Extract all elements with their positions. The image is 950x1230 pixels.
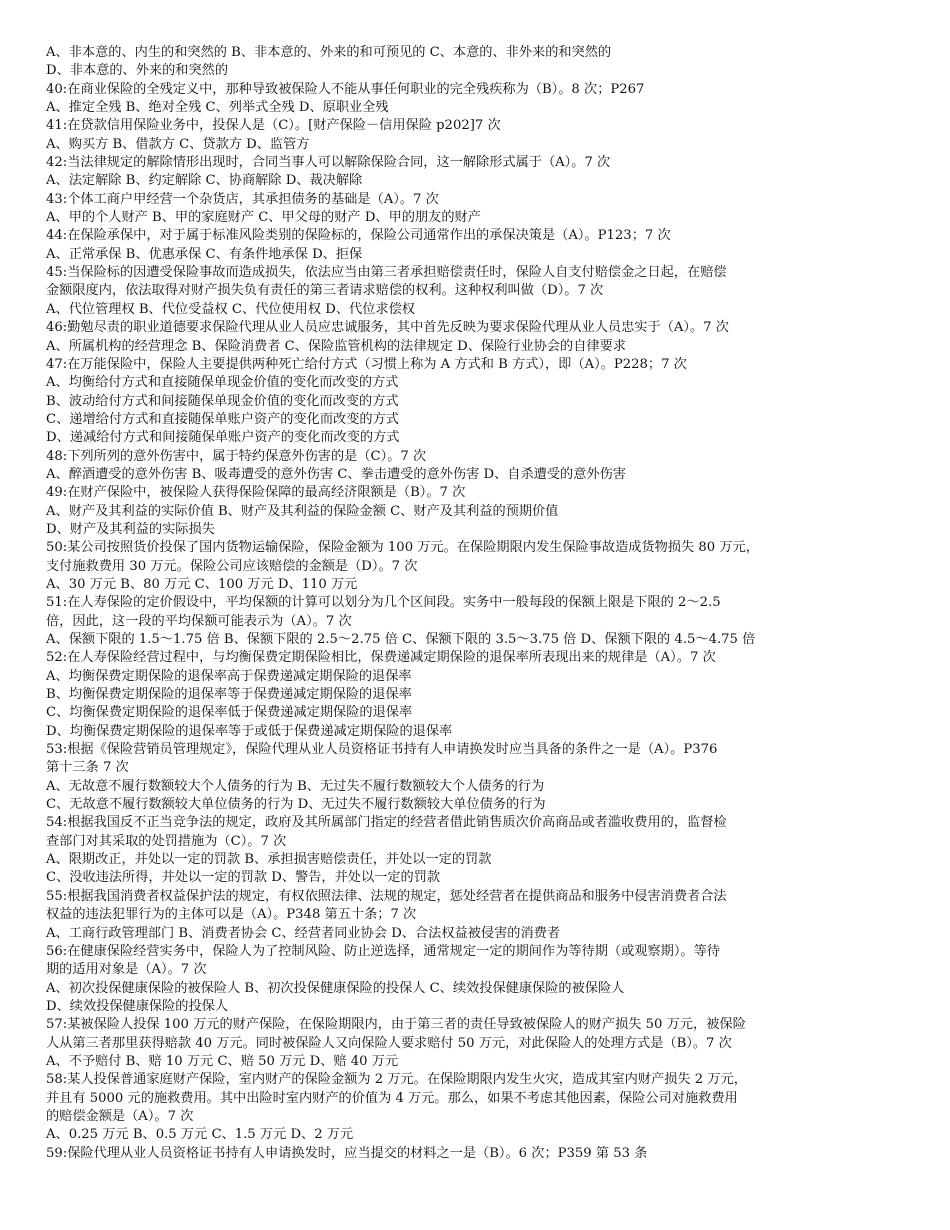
text-line: 40:在商业保险的全残定义中，那种导致被保险人不能从事任何职业的完全残疾称为（B）。8 次；P267: [46, 81, 645, 97]
text-line: 41:在贷款信用保险业务中，投保人是（C）。[财产保险－信用保险 p202]7 次: [46, 118, 501, 134]
text-line: 52:在人寿保险经营过程中，与均衡保费定期保险相比，保费递减定期保险的退保率所表现出来的规律是（A）。7 次: [46, 650, 716, 666]
text-line: 53:根据《保险营销员管理规定》，保险代理从业人员资格证书持有人申请换发时应当具备的条件之一是（A）。P376: [46, 742, 718, 758]
text-line: C、均衡保费定期保险的退保率低于保费递减定期保险的退保率: [46, 705, 413, 721]
text-line: A、保额下限的 1.5～1.75 倍 B、保额下限的 2.5～2.75 倍 C、保额下限的 3.5～3.75 倍 D、保额下限的 4.5～4.75 倍: [46, 632, 756, 647]
text-line: A、所属机构的经营理念 B、保险消费者 C、保险监管机构的法律规定 D、保险行业协会的自律要求: [46, 338, 626, 354]
text-line: A、财产及其利益的实际价值 B、财产及其利益的保险金额 C、财产及其利益的预期价值: [46, 503, 559, 519]
text-line: D、递减给付方式和间接随保单账户资产的变化而改变的方式: [46, 430, 400, 446]
text-line: 42:当法律规定的解除情形出现时，合同当事人可以解除保险合同，这一解除形式属于（A）。7 次: [46, 155, 611, 171]
text-line: C、无故意不履行数额较大单位债务的行为 D、无过失不履行数额较大单位债务的行为: [46, 797, 546, 813]
text-line: 43:个体工商户甲经营一个杂货店，其承担债务的基础是（A）。7 次: [46, 191, 439, 207]
text-line: 49:在财产保险中，被保险人获得保险保障的最高经济限额是（B）。7 次: [46, 485, 466, 501]
text-line: A、工商行政管理部门 B、消费者协会 C、经营者同业协会 D、合法权益被侵害的消费者: [46, 925, 561, 941]
text-line: A、30 万元 B、80 万元 C、100 万元 D、110 万元: [46, 576, 358, 592]
text-line: A、不予赔付 B、赔 10 万元 C、赔 50 万元 D、赔 40 万元: [46, 1053, 399, 1069]
text-line: 权益的违法犯罪行为的主体可以是（A）。P348 第五十条；7 次: [46, 907, 417, 923]
text-line: A、无故意不履行数额较大个人债务的行为 B、无过失不履行数额较大个人债务的行为: [46, 778, 545, 794]
text-line: 55:根据我国消费者权益保护法的规定，有权依照法律、法规的规定，惩处经营者在提供商品和服务中侵害消费者合法: [46, 888, 727, 904]
text-line: A、非本意的、内生的和突然的 B、非本意的、外来的和可预见的 C、本意的、非外来的和突然的: [46, 45, 612, 60]
text-line: 支付施救费用 30 万元。保险公司应该赔偿的金额是（D）。7 次: [46, 558, 418, 574]
text-line: C、没收违法所得，并处以一定的罚款 D、警告，并处以一定的罚款: [46, 870, 441, 886]
text-line: 并且有 5000 元的施救费用。其中出险时室内财产的价值为 4 万元。那么，如果不考虑其他因素，保险公司对施救费用: [46, 1090, 738, 1106]
text-line: A、甲的个人财产 B、甲的家庭财产 C、甲父母的财产 D、甲的朋友的财产: [46, 210, 481, 226]
text-line: C、递增给付方式和直接随保单账户资产的变化而改变的方式: [46, 411, 399, 427]
text-line: 倍，因此，这一段的平均保额可能表示为（A）。7 次: [46, 613, 352, 629]
text-line: A、法定解除 B、约定解除 C、协商解除 D、裁决解除: [46, 173, 363, 189]
text-line: A、代位管理权 B、代位受益权 C、代位使用权 D、代位求偿权: [46, 301, 415, 317]
text-line: 44:在保险承保中，对于属于标准风险类别的保险标的，保险公司通常作出的承保决策是（A）。P123；7 次: [46, 228, 671, 244]
text-line: A、推定全残 B、绝对全残 C、列举式全残 D、原职业全残: [46, 100, 389, 116]
text-line: 56:在健康保险经营实务中，保险人为了控制风险、防止逆选择，通常规定一定的期间作为等待期（或观察期）。等待: [46, 943, 720, 959]
text-line: A、均衡给付方式和直接随保单现金价值的变化而改变的方式: [46, 375, 399, 391]
text-line: 48:下列所列的意外伤害中，属于特约保意外伤害的是（C）。7 次: [46, 448, 427, 464]
document-body: [46, 44, 906, 1163]
text-line: D、均衡保费定期保险的退保率等于或低于保费递减定期保险的退保率: [46, 723, 453, 739]
text-line: D、非本意的、外来的和突然的: [46, 63, 229, 79]
text-line: A、初次投保健康保险的被保险人 B、初次投保健康保险的投保人 C、续效投保健康保险的被保险人: [46, 980, 625, 996]
text-line: 50:某公司按照货价投保了国内货物运输保险，保险金额为 100 万元。在保险期限内发生保险事故造成货物损失 80 万元，: [46, 540, 759, 556]
text-line: A、醉酒遭受的意外伤害 B、吸毒遭受的意外伤害 C、拳击遭受的意外伤害 D、自杀遭受的意外伤害: [46, 466, 626, 482]
text-line: 58:某人投保普通家庭财产保险，室内财产的保险金额为 2 万元。在保险期限内发生火灾，造成其室内财产损失 2 万元，: [46, 1072, 747, 1088]
text-line: A、均衡保费定期保险的退保率高于保费递减定期保险的退保率: [46, 668, 412, 684]
text-line: A、0.25 万元 B、0.5 万元 C、1.5 万元 D、2 万元: [46, 1127, 354, 1143]
text-line: 59:保险代理从业人员资格证书持有人申请换发时，应当提交的材料之一是（B）。6 次；P359 第 53 条: [46, 1145, 648, 1161]
text-line: 47:在万能保险中，保险人主要提供两种死亡给付方式（习惯上称为 A 方式和 B 方式），即（A）。P228；7 次: [46, 356, 687, 372]
text-line: 54:根据我国反不正当竞争法的规定，政府及其所属部门指定的经营者借此销售质次价高商品或者滥收费用的，监督检: [46, 815, 727, 831]
text-line: 查部门对其采取的处罚措施为（C）。7 次: [46, 833, 287, 849]
text-line: A、正常承保 B、优惠承保 C、有条件地承保 D、拒保: [46, 246, 363, 262]
text-line: D、财产及其利益的实际损失: [46, 521, 215, 537]
text-line: 51:在人寿保险的定价假设中，平均保额的计算可以划分为几个区间段。实务中一般每段的保额上限是下限的 2～2.5: [46, 595, 721, 611]
text-line: 45:当保险标的因遭受保险事故而造成损失，依法应当由第三者承担赔偿责任时，保险人自支付赔偿金之日起，在赔偿: [46, 265, 727, 281]
text-line: 57:某被保险人投保 100 万元的财产保险，在保险期限内，由于第三者的责任导致被保险人的财产损失 50 万元，被保险: [46, 1017, 746, 1033]
text-line: 期的适用对象是（A）。7 次: [46, 962, 207, 978]
text-line: A、购买方 B、借款方 C、贷款方 D、监管方: [46, 136, 310, 152]
text-line: D、续效投保健康保险的投保人: [46, 998, 229, 1014]
text-line: B、均衡保费定期保险的退保率等于保费递减定期保险的退保率: [46, 687, 412, 703]
text-line: A、限期改正，并处以一定的罚款 B、承担损害赔偿责任，并处以一定的罚款: [46, 852, 492, 868]
text-line: 的赔偿金额是（A）。7 次: [46, 1108, 194, 1124]
text-line: 46:勤勉尽责的职业道德要求保险代理从业人员应忠诚服务，其中首先反映为要求保险代理从业人员忠实于（A）。7 次: [46, 320, 729, 336]
text-line: 人从第三者那里获得赔款 40 万元。同时被保险人又向保险人要求赔付 50 万元，对此保险人的处理方式是（B）。7 次: [46, 1035, 732, 1051]
text-line: 金额限度内，依法取得对财产损失负有责任的第三者请求赔偿的权利。这种权利叫做（D）。7 次: [46, 283, 604, 299]
text-line: 第十三条 7 次: [46, 760, 129, 776]
text-line: B、波动给付方式和间接随保单现金价值的变化而改变的方式: [46, 393, 399, 409]
